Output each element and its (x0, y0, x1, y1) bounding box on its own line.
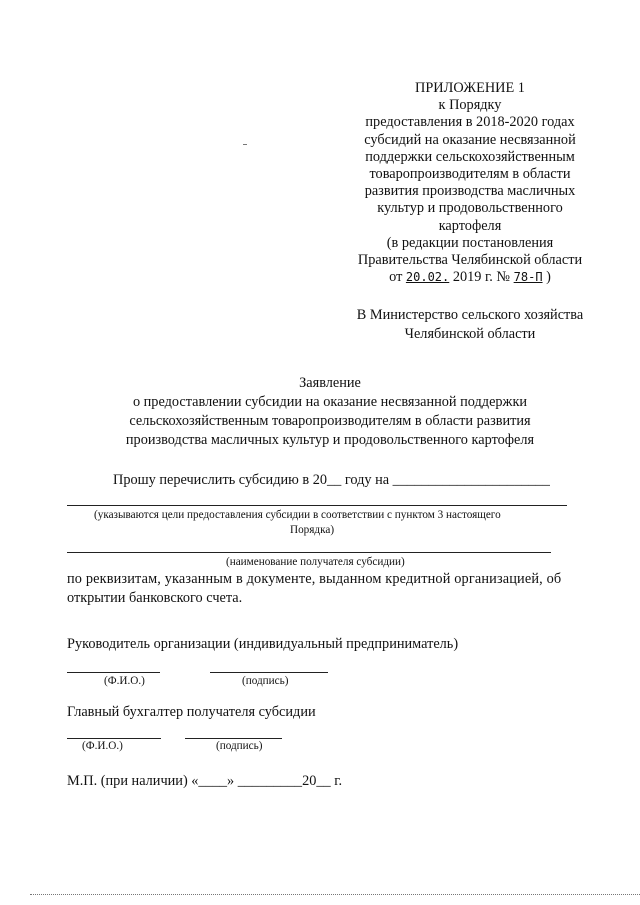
addressee-line: В Министерство сельского хозяйства (356, 307, 584, 323)
stamp-date-line: М.П. (при наличии) «____» _________20__ г. (67, 773, 343, 789)
statement-line: о предоставлении субсидии на оказание несвязанной поддержки (132, 394, 528, 410)
handwritten-date: 20.02. (405, 270, 450, 285)
appendix-line: субсидий на оказание несвязанной (364, 131, 576, 148)
head-sign-underline (210, 672, 328, 673)
requisites-text: по реквизитам, указанным в документе, выданном кредитной организацией, об (67, 571, 562, 587)
date-suffix: ) (546, 269, 551, 286)
addressee-block (320, 306, 620, 344)
accountant-label: Главный бухгалтер получателя субсидии (67, 704, 316, 720)
accountant-fio-caption: (Ф.И.О.) (82, 740, 123, 752)
requisites-text-cont: открытии банковского счета. (67, 590, 243, 606)
accountant-sign-underline (185, 738, 282, 739)
appendix-line: (в редакции постановления (386, 234, 554, 251)
appendix-line: развития производства масличных (364, 183, 576, 200)
recipient-underline (67, 552, 551, 553)
statement-title: Заявление (299, 375, 361, 391)
scan-mark (243, 144, 247, 145)
appendix-line: поддержки сельскохозяйственным (365, 148, 575, 165)
appendix-line: предоставления в 2018-2020 годах (365, 114, 575, 131)
request-line: Прошу перечислить субсидию в 20__ году на ______________________ (113, 472, 550, 488)
statement-line: производства масличных культур и продовольственного картофеля (125, 432, 535, 448)
appendix-line: Правительства Челябинской области (357, 252, 583, 269)
appendix-line: к Порядку (438, 97, 502, 114)
head-label: Руководитель организации (индивидуальный предприниматель) (67, 636, 459, 652)
head-sign-caption: (подпись) (242, 675, 289, 687)
handwritten-number: 78-П (513, 270, 543, 285)
purpose-underline (67, 505, 567, 506)
date-year: 2019 г. № (452, 269, 511, 286)
appendix-line: культур и продовольственного (377, 200, 563, 217)
accountant-sign-caption: (подпись) (216, 740, 263, 752)
purpose-caption-cont: Порядка) (290, 524, 335, 536)
appendix-line: картофеля (438, 217, 502, 234)
appendix-title: ПРИЛОЖЕНИЕ 1 (415, 80, 525, 96)
recipient-caption: (наименование получателя субсидии) (226, 556, 405, 568)
statement-line: сельскохозяйственным товаропроизводителям в области развития (129, 413, 531, 429)
appendix-header (320, 80, 620, 286)
appendix-line: товаропроизводителям в области (369, 166, 571, 183)
head-fio-caption: (Ф.И.О.) (104, 675, 145, 687)
addressee-line: Челябинской области (404, 326, 536, 342)
date-prefix: от (389, 269, 403, 286)
purpose-caption: (указываются цели предоставления субсидии в соответствии с пунктом 3 настоящего (94, 509, 501, 521)
statement-block (60, 374, 600, 450)
appendix-date-line (320, 269, 620, 286)
page-bottom-edge (30, 894, 640, 895)
head-fio-underline (67, 672, 160, 673)
accountant-fio-underline (67, 738, 161, 739)
